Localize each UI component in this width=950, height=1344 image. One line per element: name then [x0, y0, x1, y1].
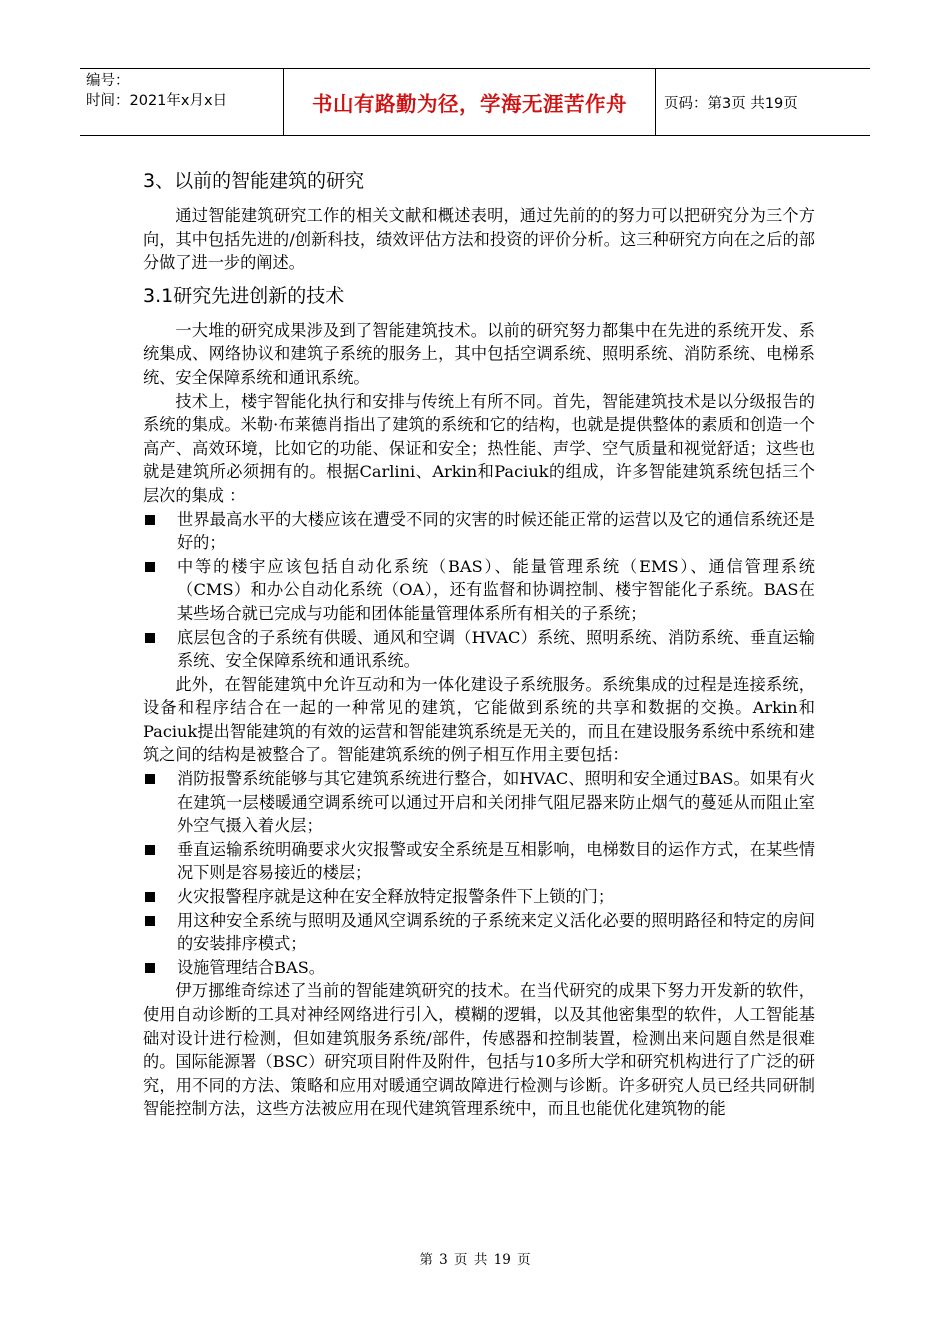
header-meta: [80, 69, 284, 135]
page-header: [80, 68, 870, 136]
paragraph-2: 技术上，楼宇智能化执行和安排与传统上有所不同。首先，智能建筑技术是以分级报告的系统的集成。米勒·布莱德肖指出了建筑的系统和它的结构，也就是提供整体的素质和创造一个高产、高效环境，比如它的功能、保证和安全；热性能、声学、空气质量和视觉舒适；这些也就是建筑所必须拥有的。根据Carlini、Arkin和Paciuk的组成，许多智能建筑系统包括三个层次的集成 ：: [143, 391, 815, 505]
paragraph-4: 伊万挪维奇综述了当前的智能建筑研究的技术。在当代研究的成果下努力开发新的软件，使用自动诊断的工具对神经网络进行引入，模糊的逻辑，以及其他密集型的软件，人工智能基础对设计进行检测，但如建筑服务系统/部件，传感器和控制装置，检测出来问题自然是很难的。国际能源署（BSC）研究项目附件及附件，包括与10多所大学和研究机构进行了广泛的研究，用不同的方法、策略和应用对暖通空调故障进行检测与诊断。许多研究人员已经共同研制智能控制方法，这些方法被应用在现代建筑管理系统中，而且也能优化建筑物的能: [143, 981, 815, 1119]
interaction-examples-list: [143, 767, 815, 979]
integration-levels-list: [143, 508, 815, 673]
page-footer: 第 3 页 共 19 页: [419, 1252, 531, 1268]
list-item: 设施管理结合BAS。: [143, 956, 815, 980]
list-item: 消防报警系统能够与其它建筑系统进行整合，如HVAC、照明和安全通过BAS。如果有火在建筑一层楼暖通空调系统可以通过开启和关闭排气阻尼器来防止烟气的蔓延从而阻止室外空气摄入着火层；: [143, 767, 815, 838]
list-item: 中等的楼宇应该包括自动化系统（BAS）、能量管理系统（EMS）、通信管理系统（CMS）和办公自动化系统（OA），还有监督和协调控制、楼宇智能化子系统。BAS在某些场合就已完成与功能和团体能量管理体系所有相关的子系统；: [143, 555, 815, 626]
document-time-label: 时间：2021年x月x日: [86, 93, 228, 109]
section-3-intro: 通过智能建筑研究工作的相关文献和概述表明，通过先前的的努力可以把研究分为三个方向，其中包括先进的/创新科技，绩效评估方法和投资的评价分析。这三种研究方向在之后的部分做了进一步的阐述。: [143, 206, 815, 273]
list-item: 世界最高水平的大楼应该在遭受不同的灾害的时候还能正常的运营以及它的通信系统还是好的；: [143, 508, 815, 555]
list-item: 底层包含的子系统有供暖、通风和空调（HVAC）系统、照明系统、消防系统、垂直运输系统、安全保障系统和通讯系统。: [143, 626, 815, 673]
document-body: [143, 168, 815, 1121]
list-item: 火灾报警程序就是这种在安全释放特定报警条件下上锁的门；: [143, 885, 815, 909]
list-item: 用这种安全系统与照明及通风空调系统的子系统来定义活化必要的照明路径和特定的房间的安装排序模式；: [143, 909, 815, 956]
header-motto: 书山有路勤为径，学海无涯苦作舟: [312, 92, 627, 116]
section-3-title: 3、以前的智能建筑的研究: [143, 170, 365, 192]
paragraph-3: 此外，在智能建筑中允许互动和为一体化建设子系统服务。系统集成的过程是连接系统，设备和程序结合在一起的一种常见的建筑，它能做到系统的共享和数据的交换。Arkin和Paciuk提出智能建筑的有效的运营和智能建筑系统是无关的，而且在建设服务系统中系统和建筑之间的结构是被整合了。智能建筑系统的例子相互作用主要包括：: [143, 674, 815, 765]
paragraph-1: 一大堆的研究成果涉及到了智能建筑技术。以前的研究努力都集中在先进的系统开发、系统集成、网络协议和建筑子系统的服务上，其中包括空调系统、照明系统、消防系统、电梯系统、安全保障系统和通讯系统。: [143, 320, 815, 387]
list-item: 垂直运输系统明确要求火灾报警或安全系统是互相影响，电梯数目的运作方式，在某些情况下则是容易接近的楼层；: [143, 838, 815, 885]
section-3-1-title: 3.1研究先进创新的技术: [143, 284, 345, 307]
document-number-label: 编号：: [86, 73, 130, 89]
header-page-info: 页码：第3页 共19页: [664, 95, 798, 112]
header-motto-cell: [284, 69, 656, 135]
